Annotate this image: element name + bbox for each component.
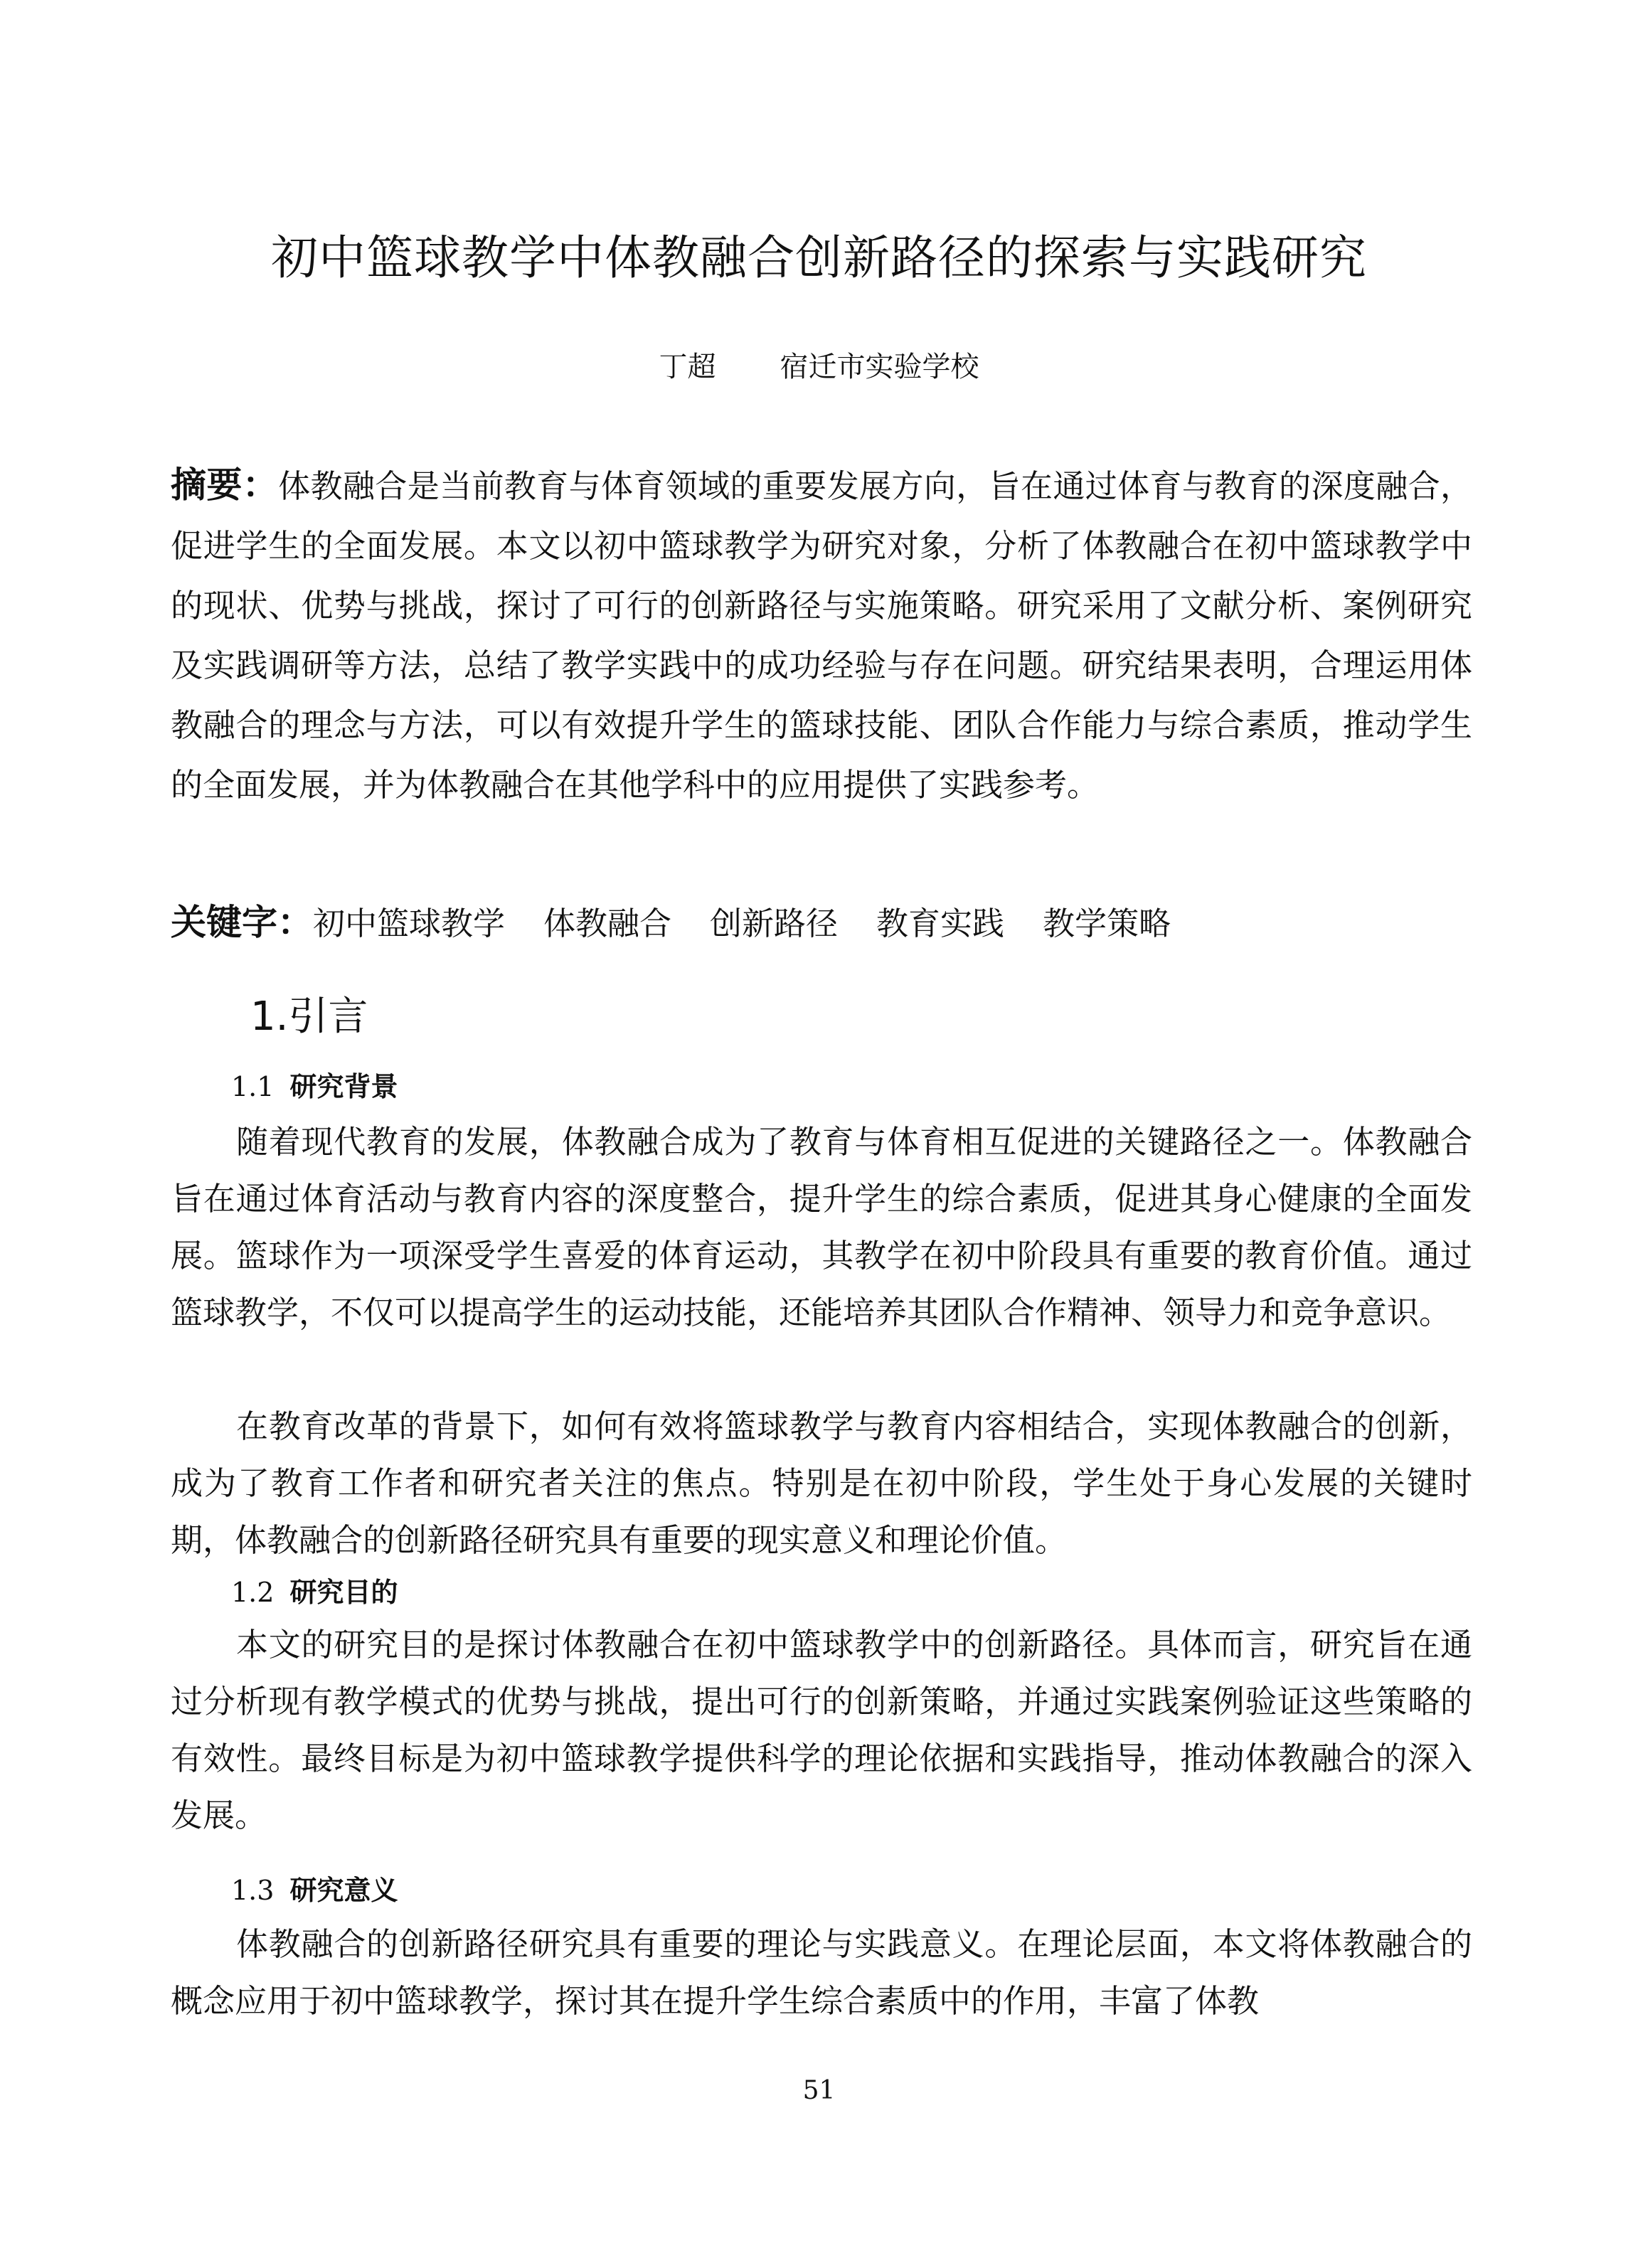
subsection-number: 1.3 [231,1875,275,1906]
keyword: 创新路径 [710,905,839,942]
paper-title: 初中篮球教学中体教融合创新路径的探索与实践研究 [271,230,1367,285]
keyword: 初中篮球教学 [313,905,506,942]
author-name: 丁超 [659,351,716,383]
abstract [171,455,1472,815]
keyword: 体教融合 [543,905,672,942]
paragraph: 体教融合的创新路径研究具有重要的理论与实践意义。在理论层面，本文将体教融合的概念应用于初中篮球教学，探讨其在提升学生综合素质中的作用，丰富了体教 [171,1925,1472,2020]
abstract-text: 体教融合是当前教育与体育领域的重要发展方向，旨在通过体育与教育的深度融合，促进学生的全面发展。本文以初中篮球教学为研究对象，分析了体教融合在初中篮球教学中的现状、优势与挑战，探讨了可行的创新路径与实施策略。研究采用了文献分析、案例研究及实践调研等方法，总结了教学实践中的成功经验与存在问题。研究结果表明，合理运用体教融合的理念与方法，可以有效提升学生的篮球技能、团队合作能力与综合素质，推动学生的全面发展，并为体教融合在其他学科中的应用提供了实践参考。 [171,467,1472,804]
subsection-heading-background [231,1064,398,1109]
paragraph: 在教育改革的背景下，如何有效将篮球教学与教育内容相结合，实现体教融合的创新，成为了教育工作者和研究者关注的焦点。特别是在初中阶段，学生处于身心发展的关键时期，体教融合的创新路径研究具有重要的现实意义和理论价值。 [171,1407,1472,1559]
byline [0,347,1638,387]
subsection-title: 研究意义 [289,1875,398,1906]
abstract-label: 摘要： [171,464,279,506]
subsection-number: 1.1 [231,1071,275,1102]
paragraph: 本文的研究目的是探讨体教融合在初中篮球教学中的创新路径。具体而言，研究旨在通过分析现有教学模式的优势与挑战，提出可行的创新策略，并通过实践案例验证这些策略的有效性。最终目标是为初中篮球教学提供科学的理论依据和实践指导，推动体教融合的深入发展。 [171,1626,1472,1834]
keywords [171,893,1472,954]
page-number: 51 [802,2076,836,2105]
paragraph: 随着现代教育的发展，体教融合成为了教育与体育相互促进的关键路径之一。体教融合旨在通过体育活动与教育内容的深度整合，提升学生的综合素质，促进其身心健康的全面发展。篮球作为一项深受学生喜爱的体育运动，其教学在初中阶段具有重要的教育价值。通过篮球教学，不仅可以提高学生的运动技能，还能培养其团队合作精神、领导力和竞争意识。 [171,1123,1472,1331]
keyword: 教学策略 [1043,905,1171,942]
subsection-heading-purpose [231,1570,398,1615]
subsection-title: 研究背景 [289,1071,398,1102]
keyword: 教育实践 [876,905,1005,942]
section-heading-introduction: 1.引言 [250,994,368,1040]
keywords-label: 关键字： [171,902,313,943]
subsection-number: 1.2 [231,1577,275,1608]
author-affiliation: 宿迁市实验学校 [780,351,979,383]
subsection-title: 研究目的 [289,1577,398,1608]
subsection-heading-significance [231,1868,398,1913]
